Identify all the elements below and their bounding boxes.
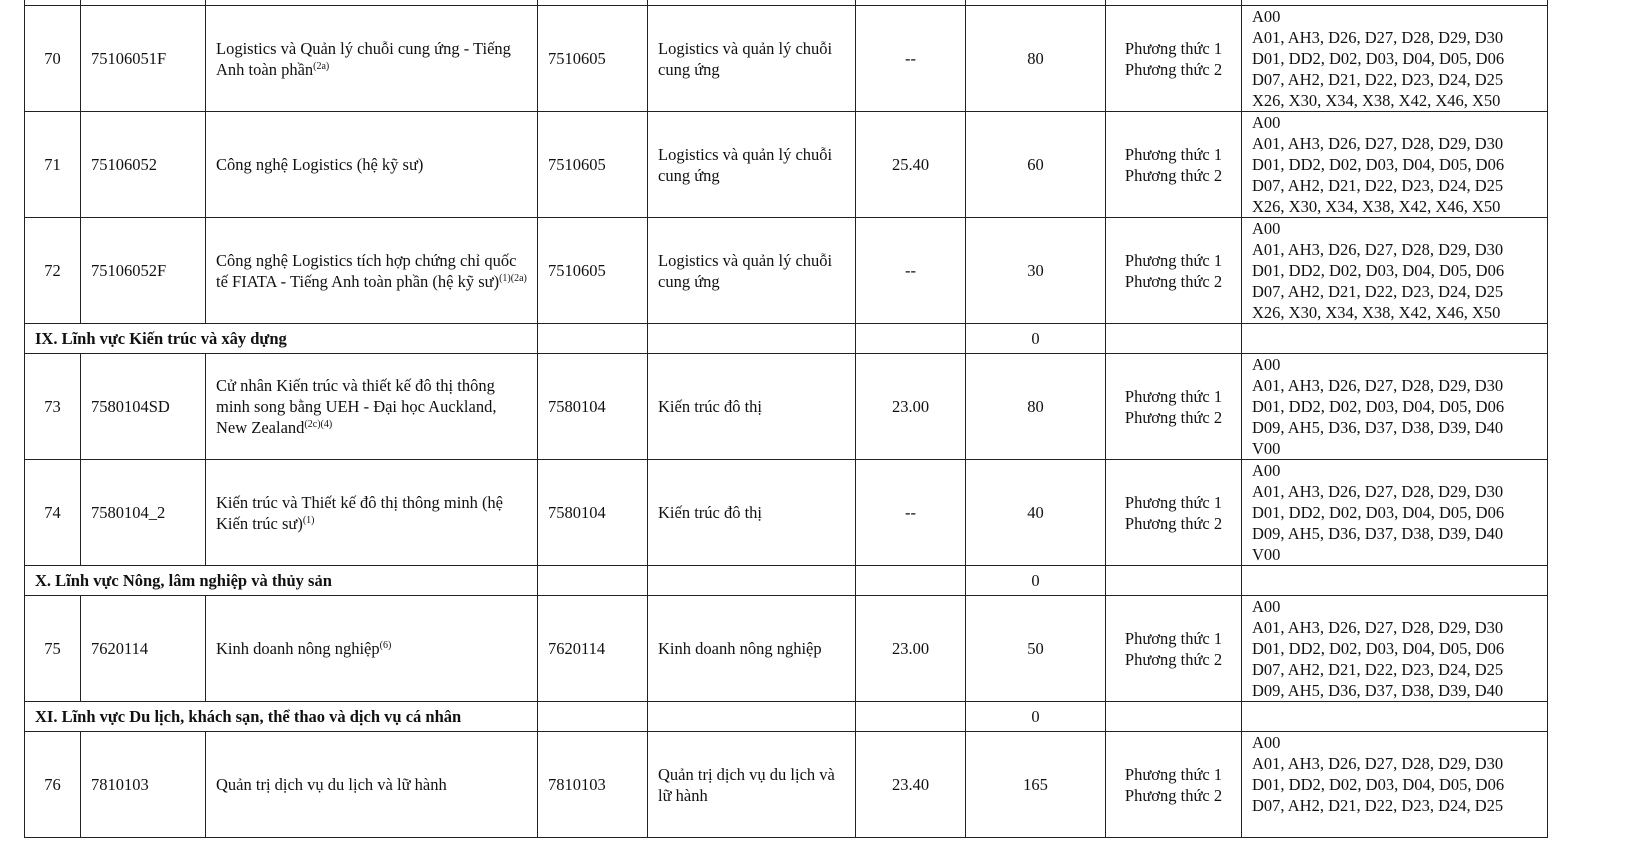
combo-line: X26, X30, X34, X38, X42, X46, X50	[1252, 197, 1501, 216]
admission-methods	[1106, 112, 1242, 218]
footnote-marker: (6)	[379, 640, 392, 651]
score-cell	[856, 566, 966, 596]
major-code: 7580104	[538, 354, 648, 460]
combo-line: A01, AH3, D26, D27, D28, D29, D30	[1252, 754, 1504, 773]
subject-combinations	[1242, 354, 1548, 460]
table-row	[25, 112, 1548, 218]
stt-cell: 76	[25, 732, 81, 838]
method-label: Phương thức 2	[1124, 649, 1223, 669]
combo-line: D07, AH2, D21, D22, D23, D24, D25	[1252, 176, 1504, 195]
section-quota: 0	[966, 702, 1106, 732]
subject-combinations	[1242, 460, 1548, 566]
major-code: 7510605	[538, 6, 648, 112]
major-code-cell	[538, 702, 648, 732]
footnote-marker: (2c)(4)	[304, 419, 333, 430]
combo-line: A00	[1252, 597, 1281, 616]
method-label: Phương thức 1	[1124, 628, 1223, 648]
method-label: Phương thức 2	[1124, 165, 1223, 185]
combo-line: D01, DD2, D02, D03, D04, D05, D06	[1252, 639, 1505, 658]
method-label: Phương thức 2	[1124, 59, 1223, 79]
program-name-text: Kiến trúc và Thiết kế đô thị thông minh (hệ Kiến trúc sư)	[216, 492, 504, 533]
table-row	[25, 732, 1548, 838]
method-cell	[1106, 324, 1242, 354]
major-name-cell	[648, 566, 856, 596]
quota: 40	[966, 460, 1106, 566]
program-name-text: Cử nhân Kiến trúc và thiết kế đô thị thông minh song bằng UEH - Đại học Auckland, New Zealand	[216, 376, 497, 437]
combo-line: X26, X30, X34, X38, X42, X46, X50	[1252, 303, 1501, 322]
program-code: 7620114	[81, 596, 206, 702]
major-name: Kinh doanh nông nghiệp	[648, 596, 856, 702]
subject-combinations	[1242, 596, 1548, 702]
combo-cell	[1242, 702, 1548, 732]
section-title: XI. Lĩnh vực Du lịch, khách sạn, thể thao và dịch vụ cá nhân	[25, 702, 538, 732]
combo-line: D01, DD2, D02, D03, D04, D05, D06	[1252, 775, 1505, 794]
combo-line: A01, AH3, D26, D27, D28, D29, D30	[1252, 376, 1504, 395]
quota: 30	[966, 218, 1106, 324]
program-code: 7580104SD	[81, 354, 206, 460]
table-row	[25, 218, 1548, 324]
admission-score: --	[856, 218, 966, 324]
table-body	[25, 0, 1548, 838]
table-row	[25, 354, 1548, 460]
admission-methods	[1106, 218, 1242, 324]
admission-methods	[1106, 596, 1242, 702]
combo-line: D09, AH5, D36, D37, D38, D39, D40	[1252, 418, 1504, 437]
combo-line: D01, DD2, D02, D03, D04, D05, D06	[1252, 397, 1505, 416]
combo-line: D07, AH2, D21, D22, D23, D24, D25	[1252, 70, 1504, 89]
admission-score: 23.40	[856, 732, 966, 838]
section-title: IX. Lĩnh vực Kiến trúc và xây dựng	[25, 324, 538, 354]
stt-cell: 74	[25, 460, 81, 566]
program-name	[206, 460, 538, 566]
stt-cell: 72	[25, 218, 81, 324]
program-name	[206, 218, 538, 324]
program-code: 75106051F	[81, 6, 206, 112]
program-name	[206, 354, 538, 460]
section-row	[25, 702, 1548, 732]
combo-line: A01, AH3, D26, D27, D28, D29, D30	[1252, 240, 1504, 259]
program-code: 75106052	[81, 112, 206, 218]
major-code: 7510605	[538, 112, 648, 218]
admission-score: 23.00	[856, 354, 966, 460]
subject-combinations	[1242, 112, 1548, 218]
method-cell	[1106, 702, 1242, 732]
major-code: 7580104	[538, 460, 648, 566]
admission-methods	[1106, 460, 1242, 566]
table-row	[25, 460, 1548, 566]
combo-cell	[1242, 566, 1548, 596]
major-name: Kiến trúc đô thị	[648, 354, 856, 460]
admission-methods	[1106, 354, 1242, 460]
method-label: Phương thức 1	[1124, 492, 1223, 512]
footnote-marker: (2a)	[313, 60, 330, 72]
quota: 80	[966, 6, 1106, 112]
method-label: Phương thức 2	[1124, 271, 1223, 291]
program-name-text: Công nghệ Logistics tích hợp chứng chỉ quốc tế FIATA - Tiếng Anh toàn phần (hệ kỹ sư)	[216, 250, 517, 291]
quota: 50	[966, 596, 1106, 702]
method-label: Phương thức 1	[1124, 38, 1223, 58]
program-code: 7810103	[81, 732, 206, 838]
program-name-text: Kinh doanh nông nghiệp	[216, 639, 380, 658]
major-name: Logistics và quản lý chuỗi cung ứng	[648, 6, 856, 112]
combo-line: A00	[1252, 461, 1281, 480]
admission-methods	[1106, 6, 1242, 112]
subject-combinations	[1242, 6, 1548, 112]
major-code: 7810103	[538, 732, 648, 838]
major-code-cell	[538, 566, 648, 596]
major-code: 7510605	[538, 218, 648, 324]
major-name-cell	[648, 324, 856, 354]
program-name	[206, 6, 538, 112]
admission-methods	[1106, 732, 1242, 838]
program-name-text: Công nghệ Logistics (hệ kỹ sư)	[216, 155, 424, 174]
combo-line: A00	[1252, 219, 1281, 238]
combo-line: V00	[1252, 439, 1281, 458]
quota: 165	[966, 732, 1106, 838]
admission-score: --	[856, 6, 966, 112]
combo-line: A01, AH3, D26, D27, D28, D29, D30	[1252, 482, 1504, 501]
combo-line: A00	[1252, 113, 1281, 132]
combo-line: D07, AH2, D21, D22, D23, D24, D25	[1252, 282, 1504, 301]
quota: 80	[966, 354, 1106, 460]
method-label: Phương thức 1	[1124, 764, 1223, 784]
method-cell	[1106, 566, 1242, 596]
combo-line: A00	[1252, 355, 1281, 374]
combo-line: A01, AH3, D26, D27, D28, D29, D30	[1252, 28, 1504, 47]
stt-cell: 71	[25, 112, 81, 218]
combo-line: V00	[1252, 545, 1281, 564]
section-quota: 0	[966, 566, 1106, 596]
combo-line: D01, DD2, D02, D03, D04, D05, D06	[1252, 261, 1505, 280]
major-name-cell	[648, 702, 856, 732]
admission-score: 23.00	[856, 596, 966, 702]
combo-line: X26, X30, X34, X38, X42, X46, X50	[1252, 91, 1501, 110]
major-name: Logistics và quản lý chuỗi cung ứng	[648, 218, 856, 324]
section-row	[25, 324, 1548, 354]
program-name	[206, 732, 538, 838]
quota: 60	[966, 112, 1106, 218]
major-code-cell	[538, 324, 648, 354]
admission-score: --	[856, 460, 966, 566]
combo-line: A01, AH3, D26, D27, D28, D29, D30	[1252, 134, 1504, 153]
combo-line: D09, AH5, D36, D37, D38, D39, D40	[1252, 681, 1504, 700]
combo-line: D09, AH5, D36, D37, D38, D39, D40	[1252, 524, 1504, 543]
section-quota: 0	[966, 324, 1106, 354]
footnote-marker: (1)	[302, 514, 315, 526]
method-label: Phương thức 2	[1124, 513, 1223, 533]
section-row	[25, 566, 1548, 596]
combo-line: A00	[1252, 733, 1281, 752]
subject-combinations	[1242, 732, 1548, 838]
section-title: X. Lĩnh vực Nông, lâm nghiệp và thủy sản	[25, 566, 538, 596]
program-name-text: Logistics và Quản lý chuỗi cung ứng - Tiếng Anh toàn phần	[216, 38, 511, 79]
combo-line: D01, DD2, D02, D03, D04, D05, D06	[1252, 503, 1505, 522]
program-code: 7580104_2	[81, 460, 206, 566]
stt-cell: 75	[25, 596, 81, 702]
combo-line: A00	[1252, 7, 1281, 26]
program-code: 75106052F	[81, 218, 206, 324]
admission-score: 25.40	[856, 112, 966, 218]
score-cell	[856, 324, 966, 354]
table-row	[25, 6, 1548, 112]
combo-line: D01, DD2, D02, D03, D04, D05, D06	[1252, 49, 1505, 68]
major-name: Quản trị dịch vụ du lịch và lữ hành	[648, 732, 856, 838]
method-label: Phương thức 1	[1124, 250, 1223, 270]
subject-combinations	[1242, 218, 1548, 324]
stt-cell: 73	[25, 354, 81, 460]
combo-cell	[1242, 324, 1548, 354]
program-name-text: Quản trị dịch vụ du lịch và lữ hành	[216, 775, 447, 794]
combo-line: D07, AH2, D21, D22, D23, D24, D25	[1252, 660, 1504, 679]
major-name: Kiến trúc đô thị	[648, 460, 856, 566]
program-name	[206, 112, 538, 218]
method-label: Phương thức 1	[1124, 144, 1223, 164]
method-label: Phương thức 2	[1124, 785, 1223, 805]
footnote-marker: (1)(2a)	[499, 272, 527, 284]
program-name	[206, 596, 538, 702]
major-code: 7620114	[538, 596, 648, 702]
combo-line: A01, AH3, D26, D27, D28, D29, D30	[1252, 618, 1504, 637]
table-row	[25, 596, 1548, 702]
method-label: Phương thức 1	[1124, 386, 1223, 406]
stt-cell: 70	[25, 6, 81, 112]
score-cell	[856, 702, 966, 732]
major-name: Logistics và quản lý chuỗi cung ứng	[648, 112, 856, 218]
combo-line: D07, AH2, D21, D22, D23, D24, D25	[1252, 796, 1504, 815]
admissions-table	[24, 0, 1548, 838]
combo-line: D01, DD2, D02, D03, D04, D05, D06	[1252, 155, 1505, 174]
method-label: Phương thức 2	[1124, 407, 1223, 427]
